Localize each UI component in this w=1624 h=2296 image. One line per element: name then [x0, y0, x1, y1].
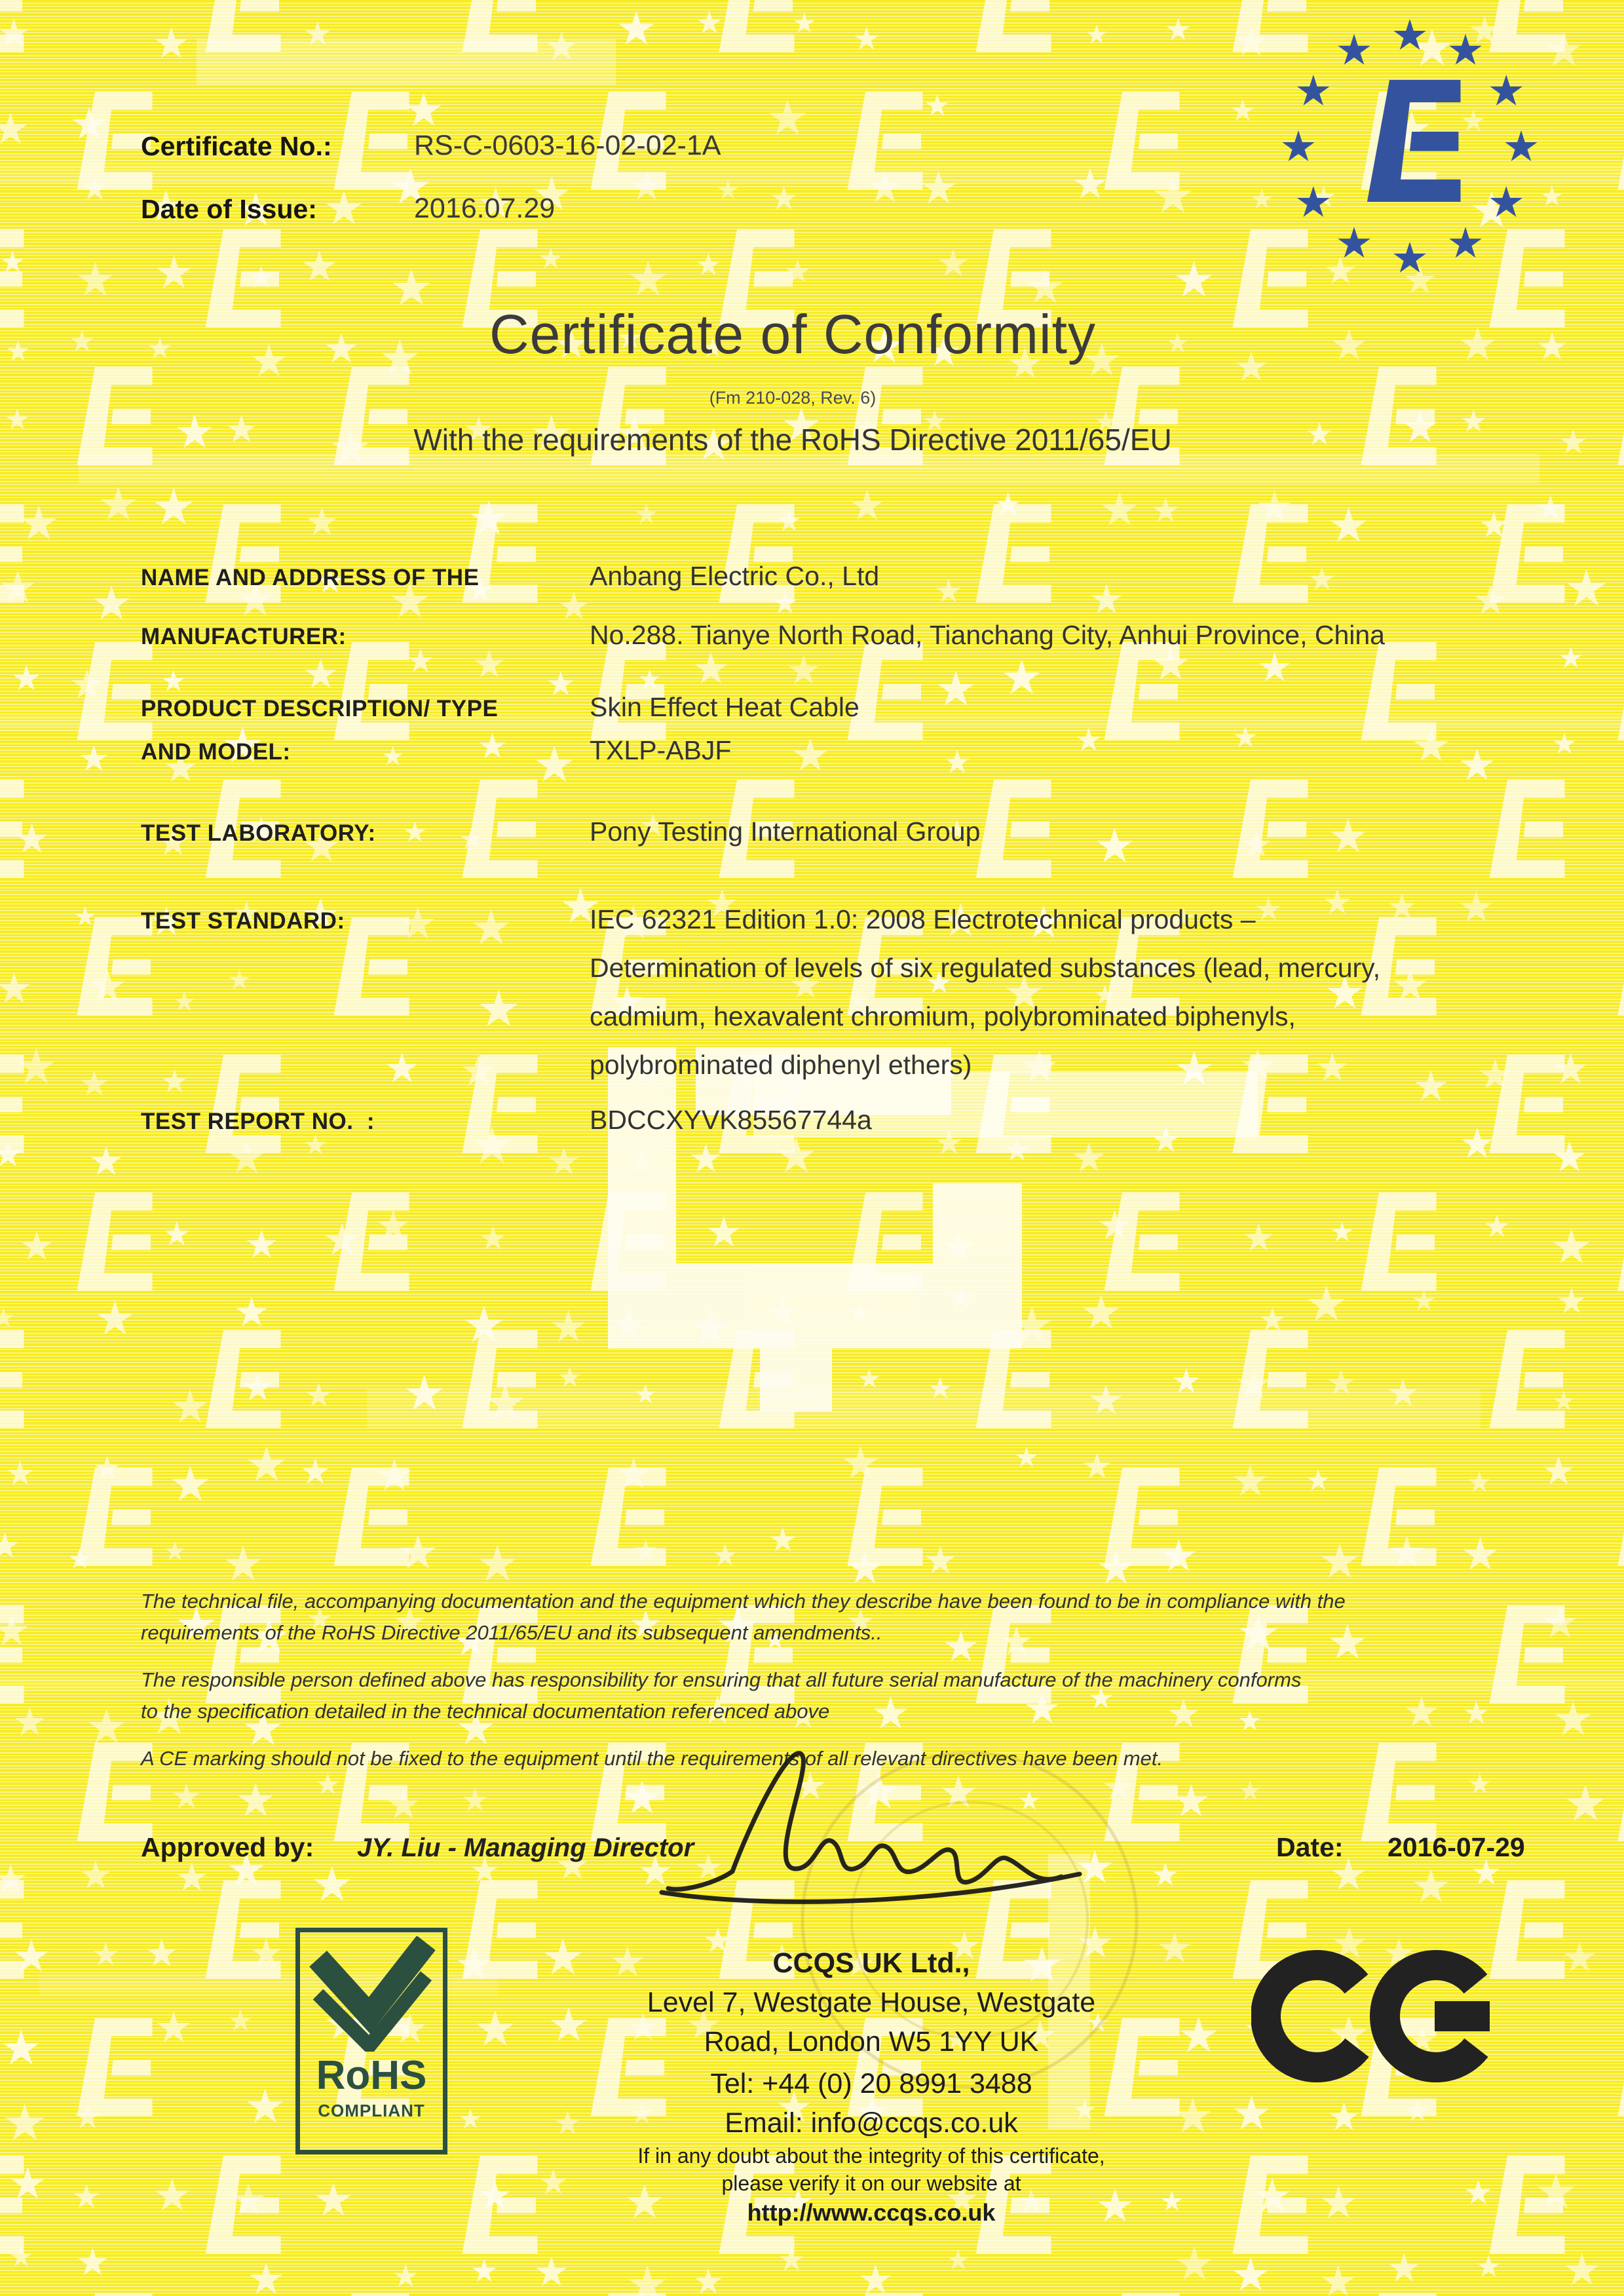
- e-glyph-icon: [77, 2293, 153, 2296]
- star-icon: [5, 2103, 44, 2140]
- star-icon: [248, 1446, 285, 1482]
- e-glyph-icon: [848, 2293, 923, 2296]
- eu-star-icon: [1338, 227, 1370, 258]
- e-glyph-icon: [1105, 1468, 1180, 1566]
- e-glyph-icon: [1490, 1055, 1565, 1153]
- star-icon: [91, 1146, 121, 1175]
- star-icon: [1259, 652, 1290, 681]
- manufacturer-label-line1: NAME AND ADDRESS OF THE: [141, 565, 480, 590]
- star-icon: [406, 92, 442, 126]
- e-glyph-icon: [1233, 505, 1308, 603]
- star-icon: [3, 2030, 39, 2065]
- e-glyph-icon: [1618, 1193, 1624, 1291]
- eu-star-icon: [1449, 34, 1481, 65]
- legal-paragraph1-line1: The technical file, accompanying documentation and the equipment which they describe have been found to be in compliance with the: [141, 1590, 1346, 1613]
- star-icon: [1406, 1696, 1437, 1726]
- star-icon: [1331, 818, 1366, 852]
- star-icon: [1462, 109, 1485, 131]
- star-icon: [77, 261, 113, 296]
- star-icon: [155, 488, 193, 524]
- star-icon: [1091, 584, 1122, 613]
- test-laboratory-value: Pony Testing International Group: [590, 816, 981, 847]
- star-icon: [1468, 1471, 1490, 1492]
- approval-date-label: Date:: [1276, 1832, 1344, 1862]
- star-icon: [697, 10, 721, 33]
- star-icon: [1256, 897, 1281, 921]
- star-icon: [1415, 1070, 1447, 1100]
- manufacturer-label-line2: MANUFACTURER:: [141, 624, 347, 649]
- star-icon: [81, 1070, 107, 1096]
- e-glyph-icon: [976, 505, 1051, 603]
- star-icon: [78, 2248, 107, 2275]
- date-of-issue-label: Date of Issue:: [141, 194, 317, 224]
- e-glyph-icon: [1618, 1743, 1624, 1841]
- rohs-badge-title: RoHS: [316, 2053, 427, 2098]
- star-icon: [1244, 1223, 1274, 1251]
- star-icon: [316, 2183, 350, 2216]
- star-icon: [481, 1226, 506, 1250]
- star-icon: [7, 1461, 33, 1485]
- e-glyph-icon: [1490, 505, 1565, 603]
- star-icon: [326, 191, 362, 225]
- test-standard-line1: IEC 62321 Edition 1.0: 2008 Electrotechnical products –: [590, 904, 1256, 934]
- star-icon: [172, 1466, 208, 1501]
- approval-date-value: 2016-07-29: [1388, 1832, 1525, 1862]
- test-report-label: TEST REPORT NO. :: [141, 1109, 375, 1134]
- star-icon: [1553, 1390, 1574, 1410]
- legal-paragraph1-line2: requirements of the RoHS Directive 2011/65/EU and its subsequent amendments..: [141, 1621, 882, 1644]
- e-glyph-icon: [206, 1055, 281, 1153]
- star-icon: [155, 2178, 189, 2211]
- star-icon: [851, 489, 883, 520]
- test-laboratory-label: TEST LABORATORY:: [141, 820, 376, 846]
- star-icon: [408, 649, 433, 672]
- star-icon: [1083, 1294, 1119, 1329]
- star-icon: [1331, 507, 1367, 542]
- e-glyph-icon: [1618, 917, 1624, 1016]
- star-icon: [696, 253, 720, 275]
- page-subtitle: With the requirements of the RoHS Directive 2011/65/EU: [413, 423, 1172, 457]
- star-icon: [157, 255, 191, 288]
- star-icon: [307, 507, 337, 535]
- e-glyph-icon: [1490, 0, 1565, 52]
- test-standard-line2: Determination of levels of six regulated substances (lead, mercury,: [590, 953, 1381, 983]
- star-icon: [793, 738, 827, 771]
- star-icon: [1414, 1869, 1449, 1902]
- star-icon: [305, 1134, 326, 1155]
- star-icon: [618, 11, 654, 45]
- star-icon: [155, 27, 188, 58]
- star-icon: [1329, 1624, 1366, 1659]
- star-icon: [926, 94, 948, 116]
- star-icon: [0, 113, 27, 144]
- e-glyph-icon: [1490, 780, 1565, 878]
- star-icon: [473, 909, 510, 944]
- star-icon: [559, 1367, 580, 1387]
- approved-by-name: JY. Liu - Managing Director: [357, 1833, 694, 1862]
- star-icon: [480, 990, 518, 1027]
- manufacturer-name: Anbang Electric Co., Ltd: [590, 561, 880, 591]
- eu-star-icon: [1490, 75, 1522, 105]
- star-icon: [945, 1630, 977, 1661]
- test-standard-label: TEST STANDARD:: [141, 908, 345, 934]
- e-glyph-icon: [848, 1468, 923, 1566]
- star-icon: [695, 2268, 722, 2294]
- e-glyph-icon: [0, 1330, 24, 1428]
- certificate-no-label: Certificate No.:: [141, 131, 332, 161]
- star-icon: [1329, 2102, 1359, 2130]
- star-icon: [1084, 1453, 1110, 1478]
- star-icon: [88, 1709, 125, 1744]
- star-icon: [1239, 1710, 1260, 1731]
- star-icon: [404, 822, 425, 842]
- star-icon: [1566, 2253, 1599, 2285]
- star-icon: [770, 1527, 795, 1552]
- star-icon: [1097, 828, 1133, 862]
- star-icon: [1567, 569, 1606, 606]
- star-icon: [1074, 1142, 1105, 1172]
- star-icon: [1, 250, 24, 272]
- star-icon: [236, 1297, 267, 1326]
- star-icon: [1477, 2255, 1500, 2277]
- star-icon: [314, 1866, 350, 1902]
- eu-star-icon: [1282, 130, 1314, 161]
- star-icon: [1169, 1699, 1199, 1728]
- star-icon: [1462, 1128, 1494, 1158]
- star-icon: [1177, 2246, 1212, 2280]
- star-icon: [1310, 567, 1334, 590]
- star-icon: [250, 2263, 282, 2294]
- e-glyph-icon: [206, 1330, 281, 1428]
- e-glyph-icon: [77, 2018, 153, 2116]
- star-icon: [302, 1459, 329, 1484]
- e-glyph-icon: [0, 1881, 24, 1979]
- star-icon: [387, 1052, 418, 1082]
- star-icon: [229, 970, 250, 989]
- star-icon: [1239, 1780, 1260, 1800]
- star-icon: [552, 1311, 585, 1342]
- date-of-issue-value: 2016.07.29: [414, 193, 556, 224]
- star-icon: [478, 1545, 516, 1581]
- star-icon: [548, 671, 574, 695]
- e-glyph-icon: [1361, 1743, 1437, 1841]
- star-icon: [636, 504, 657, 524]
- product-description: Skin Effect Heat Cable: [590, 692, 859, 722]
- star-icon: [13, 665, 40, 691]
- star-icon: [1325, 889, 1350, 913]
- test-report-value: BDCCXYVK85567744a: [590, 1105, 872, 1135]
- e-glyph-icon: [1490, 2156, 1565, 2254]
- star-icon: [172, 1389, 207, 1423]
- star-icon: [316, 1773, 339, 1794]
- rohs-checkmark-icon: [307, 1936, 436, 2052]
- star-icon: [794, 13, 814, 33]
- footer-address2: Road, London W5 1YY UK: [704, 2026, 1039, 2057]
- star-icon: [691, 1144, 721, 1172]
- test-standard-line3: cadmium, hexavalent chromium, polybrominated biphenyls,: [590, 1001, 1296, 1031]
- legal-paragraph2-line2: to the specification detailed in the technical documentation referenced above: [141, 1700, 830, 1723]
- star-icon: [1086, 24, 1106, 43]
- star-icon: [1389, 2253, 1419, 2282]
- e-glyph-icon: [719, 0, 795, 52]
- star-icon: [947, 2249, 969, 2269]
- star-icon: [939, 249, 968, 277]
- star-icon: [80, 745, 107, 771]
- star-icon: [22, 1231, 52, 1260]
- star-icon: [225, 1545, 261, 1580]
- star-icon: [854, 26, 878, 49]
- star-icon: [1465, 2180, 1491, 2204]
- star-icon: [1555, 1701, 1591, 1735]
- star-icon: [1553, 1229, 1590, 1263]
- star-icon: [177, 1863, 206, 1891]
- test-standard-line4: polybrominated diphenyl ethers): [590, 1050, 972, 1080]
- star-icon: [162, 670, 185, 691]
- e-glyph-icon: [976, 780, 1051, 878]
- star-icon: [1566, 1784, 1604, 1820]
- page-title: Certificate of Conformity: [489, 303, 1096, 365]
- star-icon: [164, 1221, 189, 1246]
- star-icon: [247, 2088, 283, 2122]
- e-glyph-icon: [334, 2293, 409, 2296]
- e-glyph-icon: [1490, 1330, 1565, 1428]
- star-icon: [937, 670, 974, 705]
- star-icon: [173, 1784, 199, 1808]
- rohs-badge-subtitle: COMPLIANT: [318, 2101, 425, 2120]
- star-icon: [383, 746, 403, 765]
- star-icon: [1308, 1286, 1345, 1321]
- e-glyph-icon: [1105, 1193, 1180, 1291]
- star-icon: [174, 991, 195, 1011]
- star-icon: [94, 1942, 119, 1966]
- e-glyph-icon: [0, 2156, 24, 2254]
- star-icon: [475, 650, 504, 678]
- star-icon: [1153, 1863, 1177, 1886]
- footer-email: Email: info@ccqs.co.uk: [725, 2107, 1018, 2139]
- star-icon: [1463, 1537, 1498, 1569]
- star-icon: [1460, 891, 1493, 922]
- footer-company: CCQS UK Ltd.,: [772, 1947, 970, 1979]
- star-icon: [1560, 647, 1582, 668]
- form-reference: (Fm 210-028, Rev. 6): [709, 388, 877, 408]
- star-icon: [100, 486, 136, 520]
- e-glyph-icon: [463, 780, 538, 878]
- e-glyph-icon: [1361, 1193, 1437, 1291]
- star-icon: [305, 659, 337, 688]
- eu-star-icon: [1338, 34, 1370, 65]
- e-glyph-icon: [206, 1881, 281, 1979]
- star-icon: [1558, 1288, 1585, 1314]
- star-icon: [81, 1860, 111, 1888]
- star-icon: [460, 2109, 481, 2128]
- legal-paragraph2-line1: The responsible person defined above has responsibility for ensuring that all future serial manufacture of the machinery conforms: [141, 1668, 1302, 1691]
- footer-note1: If in any doubt about the integrity of this certificate,: [637, 2144, 1105, 2168]
- star-icon: [394, 2264, 417, 2287]
- e-glyph-icon: [1618, 2293, 1624, 2296]
- ce-mark-icon: [1251, 1928, 1500, 2105]
- star-icon: [0, 1308, 14, 1328]
- e-glyph-icon: [0, 780, 24, 878]
- star-icon: [859, 1369, 879, 1388]
- star-icon: [789, 655, 819, 684]
- e-glyph-icon: [334, 917, 409, 1016]
- star-icon: [1234, 1464, 1267, 1496]
- star-icon: [463, 1788, 487, 1811]
- star-icon: [1564, 1942, 1595, 1972]
- star-icon: [1307, 1469, 1330, 1491]
- star-icon: [165, 1541, 185, 1560]
- e-glyph-icon: [77, 1193, 153, 1291]
- eu-star-icon: [1393, 242, 1426, 273]
- star-icon: [1541, 185, 1563, 206]
- star-icon: [1317, 1052, 1348, 1081]
- star-icon: [536, 2257, 567, 2286]
- e-glyph-icon: [1233, 0, 1308, 52]
- approved-by-label: Approved by:: [141, 1832, 314, 1862]
- star-icon: [162, 1069, 187, 1092]
- e-glyph-icon: [1618, 367, 1624, 465]
- star-icon: [1413, 1290, 1435, 1311]
- star-icon: [708, 1216, 740, 1247]
- star-icon: [860, 2265, 891, 2294]
- star-icon: [1231, 99, 1254, 121]
- star-icon: [769, 100, 806, 135]
- star-icon: [1553, 733, 1575, 754]
- star-icon: [1233, 2257, 1268, 2291]
- star-icon: [157, 2011, 190, 2042]
- star-icon: [1321, 1543, 1357, 1578]
- star-icon: [1004, 659, 1040, 694]
- e-glyph-icon: [1233, 780, 1308, 878]
- star-icon: [147, 1939, 176, 1966]
- star-icon: [945, 750, 970, 773]
- star-icon: [1485, 1215, 1509, 1237]
- e-glyph-icon: [1105, 2293, 1180, 2296]
- star-icon: [476, 2010, 514, 2046]
- star-icon: [1389, 893, 1416, 919]
- e-glyph-icon: [1361, 2293, 1437, 2296]
- star-icon: [1332, 1222, 1352, 1242]
- rohs-compliant-badge: [295, 1928, 447, 2154]
- footer-tel: Tel: +44 (0) 20 8991 3488: [710, 2068, 1032, 2099]
- star-icon: [1015, 1447, 1037, 1467]
- e-glyph-icon: [0, 1055, 24, 1153]
- star-icon: [1152, 497, 1179, 522]
- star-icon: [1175, 261, 1213, 297]
- star-icon: [1405, 265, 1435, 294]
- star-icon: [1464, 1700, 1488, 1723]
- product-label-line2: AND MODEL:: [141, 739, 291, 765]
- manufacturer-address: No.288. Tianye North Road, Tianchang City, Anhui Province, China: [590, 620, 1385, 650]
- star-icon: [1543, 1456, 1574, 1485]
- e-glyph-icon: [1490, 1881, 1565, 1979]
- star-icon: [1251, 189, 1272, 208]
- star-icon: [1260, 1307, 1285, 1331]
- footer-url: http://www.ccqs.co.uk: [747, 2199, 996, 2226]
- star-icon: [549, 1147, 578, 1174]
- e-glyph-icon: [976, 0, 1051, 52]
- star-icon: [392, 269, 430, 305]
- star-icon: [472, 2259, 497, 2282]
- star-icon: [75, 906, 96, 926]
- star-icon: [628, 2265, 666, 2296]
- product-model: TXLP-ABJF: [590, 735, 732, 765]
- legal-paragraph3: A CE marking should not be fixed to the equipment until the requirements of all relevant directives have been met.: [141, 1747, 1163, 1770]
- star-icon: [229, 2009, 252, 2031]
- signature: [655, 1717, 1101, 1913]
- star-icon: [21, 505, 57, 539]
- star-icon: [97, 1301, 133, 1335]
- star-icon: [1102, 492, 1137, 526]
- star-icon: [772, 186, 797, 210]
- star-icon: [0, 972, 30, 1003]
- eu-star-icon: [1297, 75, 1329, 105]
- star-icon: [926, 1546, 955, 1573]
- star-icon: [15, 1708, 45, 1736]
- star-icon: [74, 2185, 99, 2208]
- star-icon: [630, 261, 666, 296]
- star-icon: [1473, 1859, 1500, 1885]
- star-icon: [559, 592, 588, 619]
- star-icon: [1174, 1784, 1208, 1816]
- e-glyph-icon: [77, 1468, 153, 1566]
- eu-star-icon: [1449, 227, 1481, 258]
- star-icon: [0, 1532, 18, 1558]
- star-icon: [303, 250, 336, 281]
- e-glyph-icon: [1618, 2018, 1624, 2116]
- star-icon: [1326, 256, 1355, 284]
- star-icon: [479, 733, 505, 757]
- star-icon: [94, 585, 130, 619]
- star-icon: [238, 1783, 273, 1816]
- eu-star-icon: [1505, 130, 1537, 161]
- star-icon: [306, 1383, 331, 1406]
- star-icon: [1469, 1773, 1490, 1793]
- star-icon: [1167, 18, 1190, 41]
- star-icon: [694, 652, 728, 683]
- product-label-line1: PRODUCT DESCRIPTION/ TYPE: [141, 696, 499, 721]
- star-icon: [1321, 2186, 1355, 2218]
- footer-note2: please verify it on our website at: [721, 2172, 1021, 2195]
- e-glyph-icon: [1618, 1468, 1624, 1566]
- star-icon: [713, 1544, 736, 1565]
- footer-address1: Level 7, Westgate House, Westgate: [647, 1987, 1096, 2018]
- star-icon: [247, 1229, 277, 1257]
- star-icon: [936, 579, 961, 603]
- certificate-no-value: RS-C-0603-16-02-02-1A: [414, 130, 721, 161]
- star-icon: [1460, 748, 1494, 780]
- star-icon: [540, 248, 561, 269]
- star-icon: [1322, 2266, 1354, 2296]
- star-icon: [535, 746, 573, 782]
